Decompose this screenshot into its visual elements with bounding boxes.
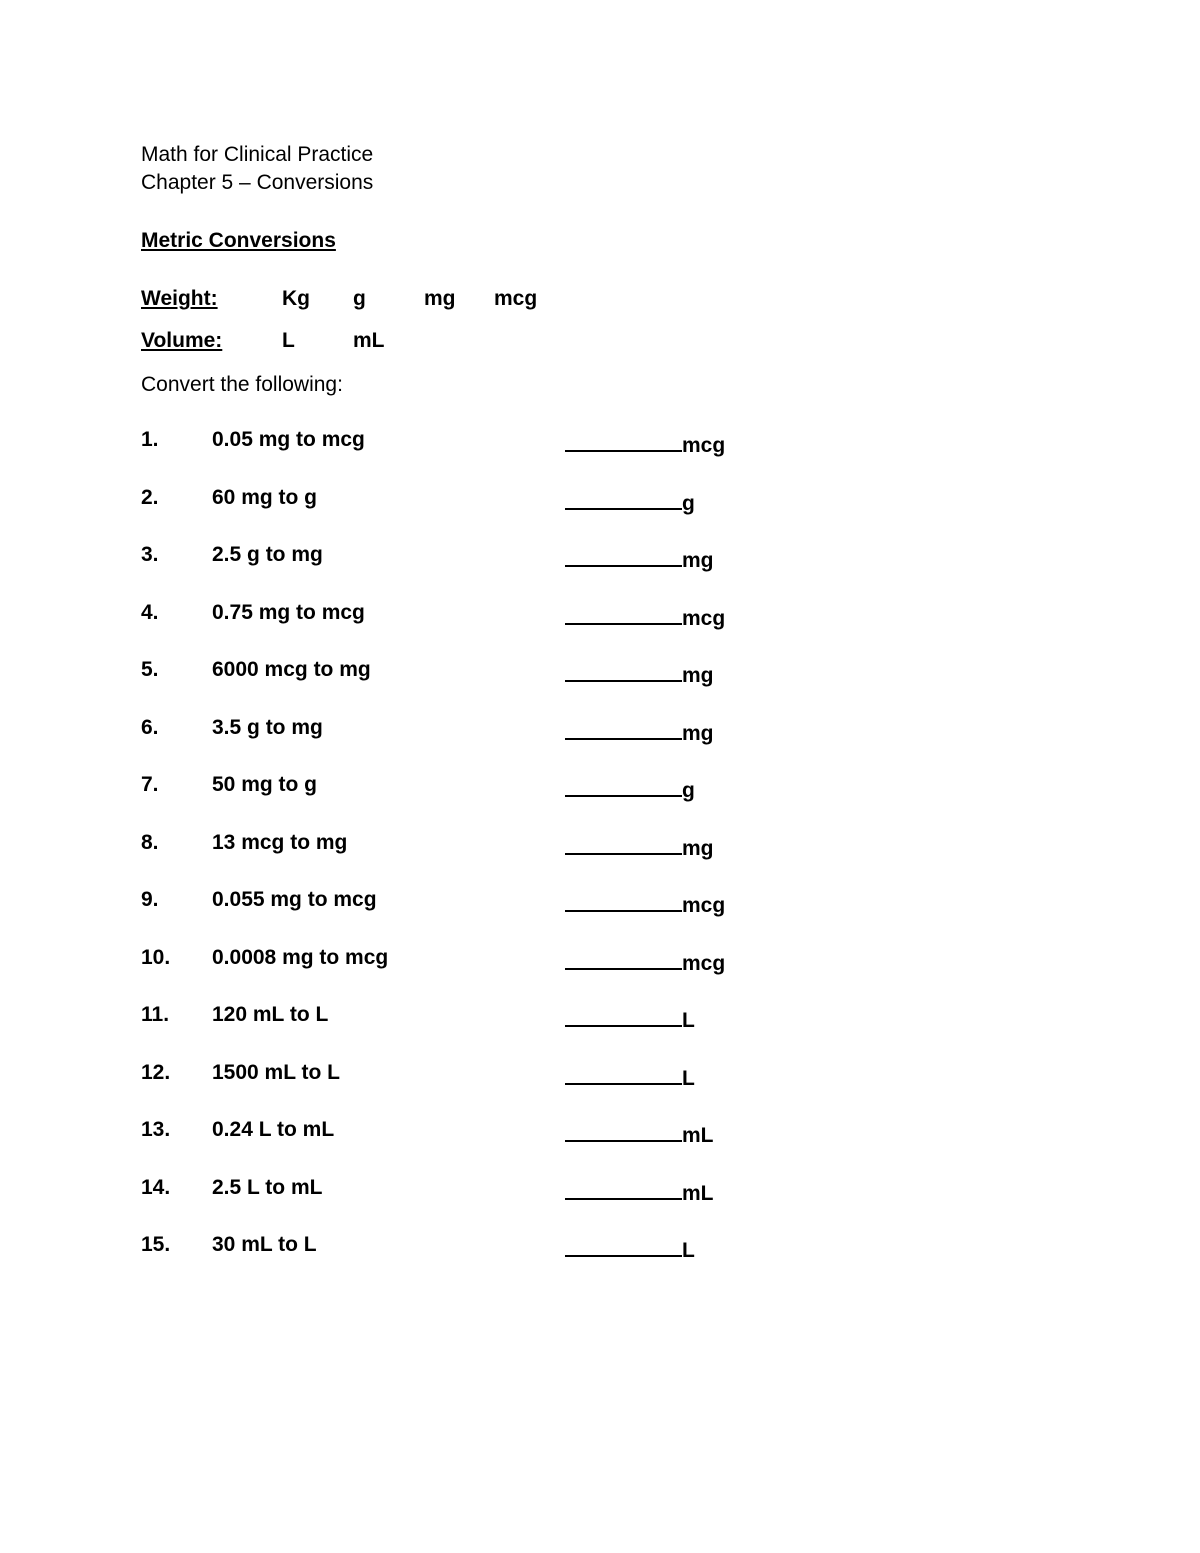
answer-blank[interactable] [565,1118,682,1142]
answer-field[interactable] [565,1176,714,1206]
volume-label: Volume: [141,329,223,352]
problem-number: 10. [141,945,171,969]
answer-field[interactable] [565,543,714,573]
answer-blank[interactable] [565,1176,682,1200]
problem-row [141,1061,841,1119]
answer-field[interactable] [565,1061,695,1091]
problem-number: 5. [141,658,159,681]
problem-question: 3.5 g to mg [212,715,323,739]
answer-field[interactable] [565,773,695,803]
answer-unit: mcg [682,434,726,457]
problem-question: 30 mL to L [212,1233,317,1256]
problem-row [141,1233,841,1291]
answer-field[interactable] [565,1233,695,1263]
problem-number: 12. [141,1060,171,1084]
chapter-title: Chapter 5 – Conversions [141,171,374,194]
answer-blank[interactable] [565,486,682,510]
answer-blank[interactable] [565,831,682,855]
answer-blank[interactable] [565,1233,682,1257]
problem-question: 0.0008 mg to mcg [212,945,389,969]
volume-units-row [141,329,741,359]
answer-field[interactable] [565,1118,714,1148]
problem-row [141,773,841,831]
answer-blank[interactable] [565,658,682,682]
weight-units-row [141,287,741,317]
answer-field[interactable] [565,658,714,688]
answer-field[interactable] [565,831,714,861]
problem-question: 120 mL to L [212,1003,329,1026]
problem-number: 4. [141,600,159,624]
weight-unit: Kg [282,287,310,310]
answer-unit: mg [682,664,714,687]
answer-field[interactable] [565,1003,695,1033]
answer-blank[interactable] [565,601,682,625]
problem-row [141,946,841,1004]
problem-number: 3. [141,543,159,566]
instruction-text: Convert the following: [141,373,343,396]
volume-unit: L [282,329,295,352]
problem-row [141,658,841,716]
answer-unit: L [682,1009,695,1032]
answer-blank[interactable] [565,773,682,797]
problem-list [141,428,841,1291]
answer-unit: mcg [682,894,726,917]
problem-question: 60 mg to g [212,485,318,509]
answer-field[interactable] [565,888,725,918]
problem-question: 13 mcg to mg [212,830,348,854]
weight-unit: mg [424,287,456,310]
problem-row [141,888,841,946]
volume-unit: mL [353,329,385,352]
problem-number: 2. [141,485,159,509]
problem-row [141,1003,841,1061]
answer-blank[interactable] [565,946,682,970]
section-heading: Metric Conversions [141,229,336,252]
answer-unit: L [682,1066,695,1090]
problem-row [141,716,841,774]
problem-question: 0.05 mg to mcg [212,428,365,451]
answer-blank[interactable] [565,888,682,912]
weight-unit: mcg [494,287,538,310]
weight-unit: g [353,287,366,310]
weight-label: Weight: [141,287,218,310]
problem-question: 0.24 L to mL [212,1118,335,1141]
answer-unit: mL [682,1124,714,1147]
answer-unit: mcg [682,606,726,630]
answer-unit: mg [682,836,714,860]
answer-field[interactable] [565,716,714,746]
answer-blank[interactable] [565,428,682,452]
problem-question: 6000 mcg to mg [212,658,371,681]
problem-question: 50 mg to g [212,773,318,796]
answer-unit: mcg [682,951,726,975]
answer-unit: mL [682,1181,714,1205]
answer-unit: mg [682,721,714,745]
problem-number: 1. [141,428,159,451]
answer-field[interactable] [565,486,695,516]
problem-number: 14. [141,1175,171,1199]
problem-row [141,831,841,889]
problem-number: 13. [141,1118,171,1141]
problem-question: 2.5 L to mL [212,1175,323,1199]
problem-row [141,428,841,486]
answer-field[interactable] [565,946,725,976]
answer-field[interactable] [565,428,725,458]
answer-unit: g [682,779,695,802]
problem-question: 2.5 g to mg [212,543,323,566]
problem-number: 11. [141,1003,170,1026]
problem-number: 7. [141,773,159,796]
problem-number: 15. [141,1233,171,1256]
answer-unit: L [682,1239,695,1262]
problem-number: 8. [141,830,159,854]
problem-row [141,1176,841,1234]
answer-blank[interactable] [565,716,682,740]
document-title: Math for Clinical Practice [141,143,374,166]
problem-number: 9. [141,888,159,911]
answer-blank[interactable] [565,1061,682,1085]
answer-blank[interactable] [565,543,682,567]
problem-row [141,543,841,601]
problem-question: 0.055 mg to mcg [212,888,377,911]
problem-number: 6. [141,715,159,739]
problem-row [141,1118,841,1176]
answer-field[interactable] [565,601,725,631]
problem-question: 1500 mL to L [212,1060,340,1084]
problem-question: 0.75 mg to mcg [212,600,365,624]
answer-unit: mg [682,549,714,572]
problem-row [141,486,841,544]
answer-unit: g [682,491,695,515]
answer-blank[interactable] [565,1003,682,1027]
problem-row [141,601,841,659]
